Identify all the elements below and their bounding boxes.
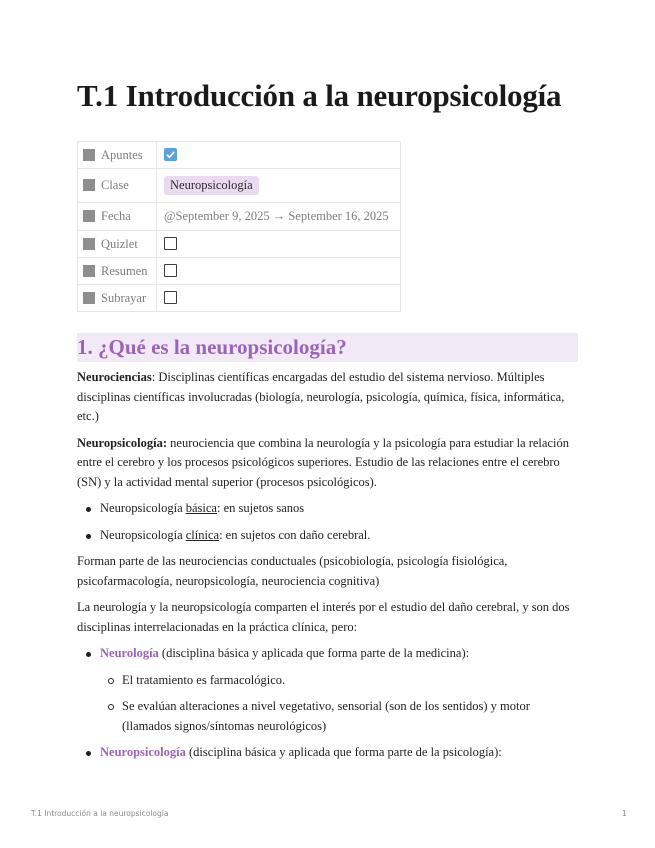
property-label: Subrayar bbox=[101, 290, 147, 305]
list-item: Neuropsicología básica: en sujetos sanos bbox=[100, 499, 580, 519]
list-item-neurologia: Neurología (disciplina básica y aplicada que forma parte de la medicina): El tratamiento es farmacológico. Se evalúan alteraciones a nivel vegetativo, sensorial (son de los sentidos) y motor (llamados signos/síntomas neurológicos) bbox=[100, 644, 580, 736]
property-label: Apuntes bbox=[101, 147, 143, 162]
property-label: Clase bbox=[101, 178, 129, 192]
bullet-list bbox=[77, 644, 580, 763]
list-item-neuropsicologia: Neuropsicología (disciplina básica y aplicada que forma parte de la psicología): bbox=[100, 743, 580, 763]
footer-doc-title: T.1 Introducción a la neuropsicología bbox=[31, 809, 169, 818]
section-heading: 1. ¿Qué es la neuropsicología? bbox=[77, 333, 578, 362]
apuntes-checkbox[interactable] bbox=[164, 148, 177, 161]
sub-list-item: El tratamiento es farmacológico. bbox=[122, 671, 580, 691]
property-row-quizlet bbox=[78, 231, 401, 258]
section-body bbox=[77, 368, 580, 770]
page-title: T.1 Introducción a la neuropsicología bbox=[77, 78, 562, 113]
list-item: Neuropsicología clínica: en sujetos con daño cerebral. bbox=[100, 526, 580, 546]
highlight-term: Neuropsicología bbox=[100, 745, 186, 759]
sub-list-item: Se evalúan alteraciones a nivel vegetativo, sensorial (son de los sentidos) y motor (llamados signos/síntomas neurológicos) bbox=[122, 697, 580, 736]
clase-tag[interactable]: Neuropsicología bbox=[164, 176, 259, 195]
property-icon bbox=[83, 210, 95, 222]
quizlet-checkbox[interactable] bbox=[164, 237, 177, 250]
property-row-clase bbox=[78, 169, 401, 203]
property-row-fecha bbox=[78, 203, 401, 231]
paragraph: Forman parte de las neurociencias conductuales (psicobiología, psicología fisiológica, psicofarmacología, neuropsicología, neurociencia cognitiva) bbox=[77, 554, 508, 588]
highlight-term: Neurología bbox=[100, 646, 159, 660]
property-row-apuntes bbox=[78, 142, 401, 169]
properties-table bbox=[77, 141, 401, 312]
property-label: Quizlet bbox=[101, 236, 138, 251]
property-label: Fecha bbox=[101, 209, 131, 223]
property-icon bbox=[83, 265, 95, 277]
subrayar-checkbox[interactable] bbox=[164, 291, 177, 304]
footer-page-number: 1 bbox=[622, 809, 627, 818]
fecha-value[interactable]: @September 9, 2025 → September 16, 2025 bbox=[157, 203, 401, 231]
property-icon bbox=[83, 238, 95, 250]
paragraph: La neurología y la neuropsicología comparten el interés por el estudio del daño cerebral, y son dos disciplinas interrelacionadas en la práctica clínica, pero: bbox=[77, 600, 570, 634]
property-label: Resumen bbox=[101, 263, 148, 278]
resumen-checkbox[interactable] bbox=[164, 264, 177, 277]
paragraph-neuropsicologia: Neuropsicología: neurociencia que combina la neurología y la psicología para estudiar la relación entre el cerebro y los procesos psicológicos superiores. Estudio de las relaciones entre el cerebro (SN) y la actividad mental superior (procesos psicológicos). bbox=[77, 435, 569, 489]
property-row-subrayar bbox=[78, 285, 401, 312]
property-icon bbox=[83, 179, 95, 191]
term: Neuropsicología: bbox=[77, 435, 168, 450]
bullet-list bbox=[77, 499, 580, 545]
property-row-resumen bbox=[78, 258, 401, 285]
property-icon bbox=[83, 149, 95, 161]
sub-list bbox=[100, 671, 580, 737]
term: Neurociencias bbox=[77, 370, 152, 384]
property-icon bbox=[83, 292, 95, 304]
paragraph-neurociencias: Neurociencias: Disciplinas científicas encargadas del estudio del sistema nervioso. Múltiples disciplinas científicas involucradas (biología, neurología, psicología, química, física, informática, etc.) bbox=[77, 370, 565, 423]
